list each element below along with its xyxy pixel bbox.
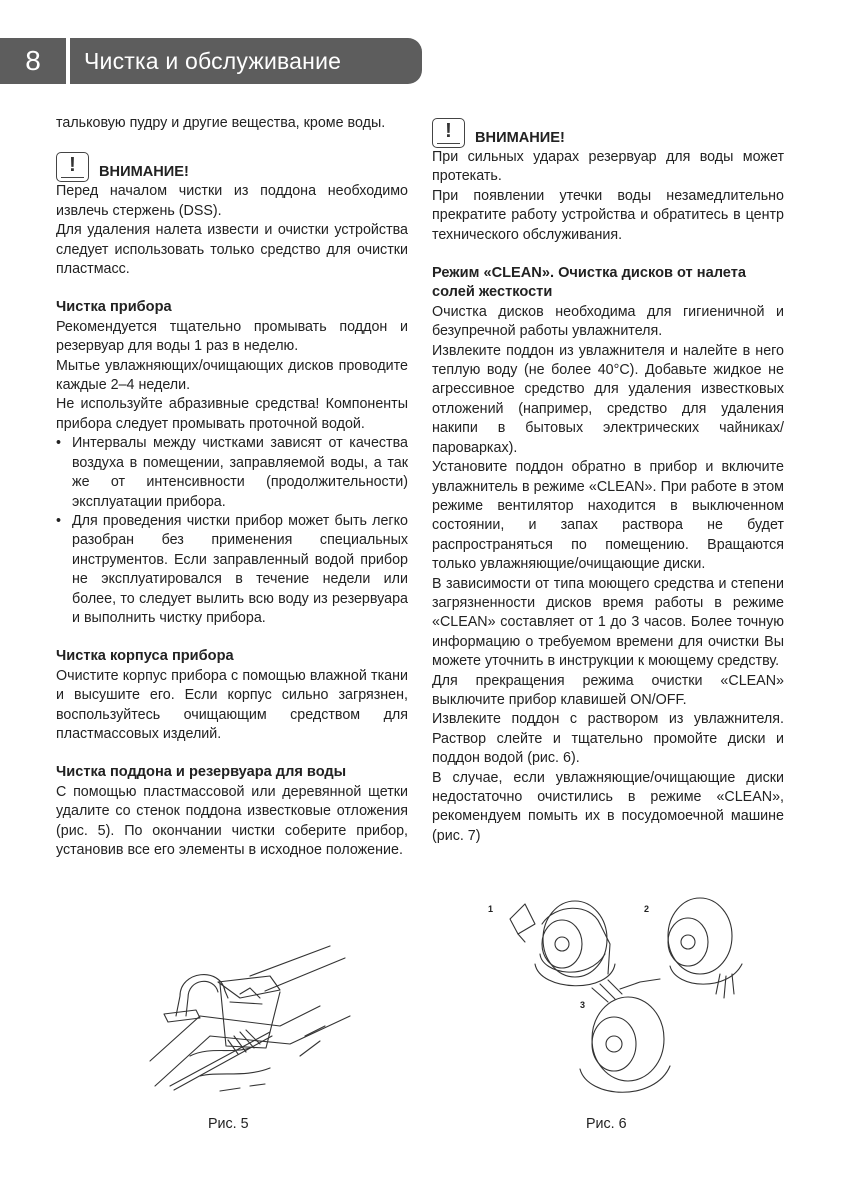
right-column [432,114,784,846]
warning-title: ВНИМАНИЕ! [475,129,565,146]
paragraph: Не используйте абразивные средства! Компоненты прибора следует промывать проточной водой. [56,396,408,432]
paragraph: Рекомендуется тщательно промывать поддон и резервуар для воды 1 раз в неделю. [56,318,408,355]
warning-block [56,152,408,182]
paragraph: Для прекращения режима очистки «CLEAN» выключите прибор клавишей ON/OFF. [432,672,784,708]
page-header [0,38,422,84]
paragraph: В зависимости от типа моющего средства и степени загрязненности дисков время работы в режиме «CLEAN» составляет от 1 до 3 часов. Более точную информацию о требуемом времени для очистки Вы можете уточнить в инструкции к моющему средству. [432,575,784,670]
warning-line: При появлении утечки воды незамедлительно прекратите работу устройства и обратитесь в центр технического обслуживания. [432,187,784,243]
paragraph: Извлеките поддон из увлажнителя и налейте в него теплую воду (не более 40°С). Добавьте жидкое не агрессивное средство для удаления известковых отложений (например, средство для удаления накипи в бытовых электрических чайниках/пароварках). [432,342,784,456]
list-item: • Для проведения чистки прибор может быть легко разобран без применения специальных инструментов. Если заправленный водой прибор не эксплуатировался в течение недели или более, то следует вылить всю воду из резервуара и выполнить чистку прибора. [56,512,408,628]
figure-5-illustration [130,936,380,1106]
intro-text: тальковую пудру и другие вещества, кроме воды. [56,115,386,131]
left-column [56,114,408,860]
warning-line: При сильных ударах резервуар для воды может протекать. [432,149,784,185]
section-heading: Чистка прибора [56,299,172,316]
figure-label: 2 [644,904,650,914]
figure-caption: Рис. 6 [586,1116,627,1132]
paragraph: Установите поддон обратно в прибор и включите увлажнитель в режиме «CLEAN». При работе в этом режиме вентилятор находится в выключенном состоянии, и запах раствора не будет распространяться по помещению. Вращаются только увлажняющие/очищающие диски. [432,459,784,573]
section-heading: Режим «CLEAN». Очистка дисков от налета солей жесткости [432,265,746,301]
paragraph: Мытье увлажняющих/очищающих дисков проводите каждые 2–4 недели. [56,357,408,394]
section-heading: Чистка поддона и резервуара для воды [56,764,347,781]
figure-label: 1 [488,904,494,914]
bullet-list [56,434,408,628]
paragraph: С помощью пластмассовой или деревянной щетки удалите со стенок поддона известковые отложения (рис. 5). По окончании чистки соберите прибор, установив все его элементы в исходное положение. [56,783,408,858]
figure-caption: Рис. 5 [208,1116,249,1132]
list-item: • Интервалы между чистками зависят от качества воздуха в помещении, заправляемой воды, а так же от интенсивности (продолжительности) эксплуатации прибора. [56,434,408,512]
warning-icon: ! [432,118,465,148]
paragraph: Извлеките поддон с раствором из увлажнителя. Раствор слейте и тщательно промойте диски и поддон водой (рис. 6). [432,711,784,767]
paragraph: В случае, если увлажняющие/очищающие диски недостаточно очистились в режиме «CLEAN», рекомендуем помыть их в посудомоечной машине (рис. 7) [432,769,784,844]
section-heading: Чистка корпуса прибора [56,648,234,665]
header-divider [66,38,70,84]
figure-label: 3 [580,1000,586,1010]
figure-6-illustration [480,894,770,1116]
section-title: Чистка и обслуживание [84,48,342,74]
warning-title: ВНИМАНИЕ! [99,164,189,180]
page-number: 8 [25,45,41,76]
warning-icon: ! [56,152,89,182]
paragraph: Очистка дисков необходима для гигиеничной и безупречной работы увлажнителя. [432,303,784,340]
warning-block [432,118,784,148]
paragraph: Очистите корпус прибора с помощью влажной ткани и высушите его. Если корпус сильно загрязнен, воспользуйтесь очищающим средством для пластмассовых изделий. [56,667,408,742]
warning-line: Для удаления налета извести и очистки устройства следует использовать только средство для очистки пластмасс. [56,222,408,278]
warning-line: Перед началом чистки из поддона необходимо извлечь стержень (DSS). [56,183,408,219]
